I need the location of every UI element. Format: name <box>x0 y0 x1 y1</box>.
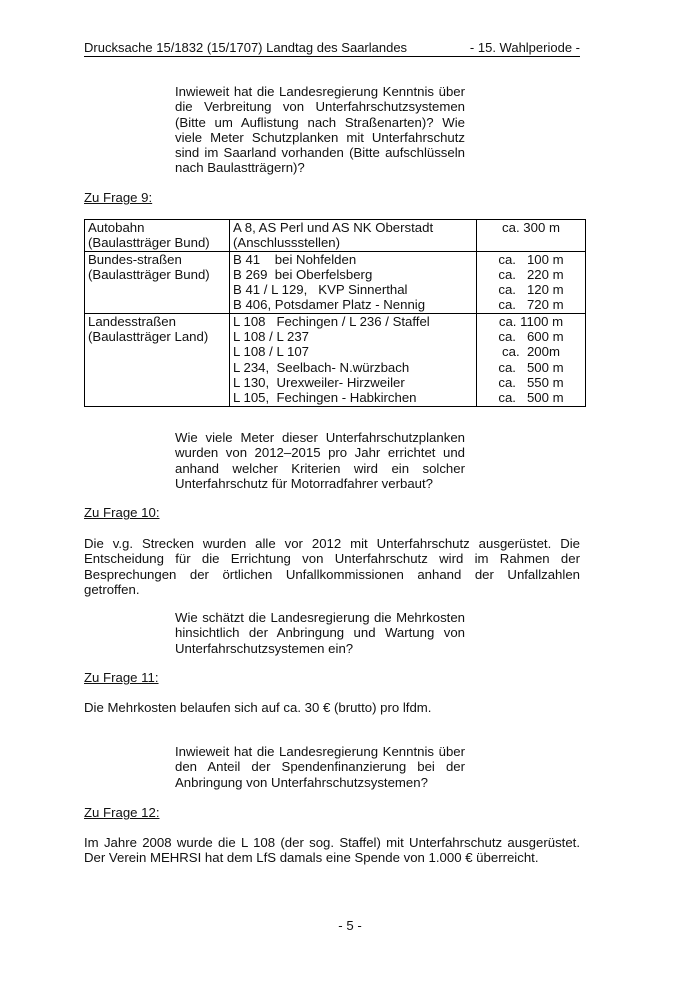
length-line: ca. 1100 m <box>498 313 564 329</box>
question-12 <box>175 744 465 790</box>
length-line: ca. 550 m <box>498 374 564 390</box>
length-line: ca. 120 m <box>498 282 564 298</box>
table-row <box>85 220 586 252</box>
answer-12 <box>84 835 580 866</box>
road-category-cell <box>85 220 230 252</box>
road-sections-line: L 105, Fechingen - Habkirchen <box>233 390 417 406</box>
road-category-line: (Baulastträger Bund) <box>88 266 210 282</box>
road-category-line: (Baulastträger Land) <box>88 329 209 345</box>
header-document-reference: Drucksache 15/1832 (15/1707) Landtag des Saarlandes <box>84 40 408 55</box>
length-line: ca. 600 m <box>498 329 564 345</box>
road-sections-cell <box>230 313 477 406</box>
heading-answer-9: Zu Frage 9: <box>84 190 153 205</box>
road-sections-cell <box>230 251 477 313</box>
guardrail-table <box>84 219 586 407</box>
road-sections-line: B 406, Potsdamer Platz - Nennig <box>233 297 426 313</box>
length-cell <box>477 251 586 313</box>
answer-12-text: Im Jahre 2008 wurde die L 108 (der sog. Staffel) mit Unterfahrschutz ausgerüstet. Der Verein MEHRSI hat dem LfS damals eine Spende von 1.000 € überreicht. <box>84 835 580 866</box>
road-category-cell <box>85 313 230 406</box>
road-category-line: (Baulastträger Bund) <box>88 235 210 251</box>
road-sections-line: B 269 bei Oberfelsberg <box>233 266 373 282</box>
road-sections-line: L 130, Urexweiler- Hirzweiler <box>233 374 405 390</box>
question-12-text: Inwieweit hat die Landesregierung Kenntnis über den Anteil der Spendenfinanzierung bei der Anbringung von Unterfahrschutzsystemen? <box>175 744 465 790</box>
guardrail-table-body <box>85 220 586 407</box>
question-10 <box>175 430 465 491</box>
road-sections-line: B 41 bei Nohfelden <box>233 251 357 267</box>
heading-answer-12: Zu Frage 12: <box>84 805 160 820</box>
road-sections-line: L 108 / L 107 <box>233 344 310 360</box>
page-number: - 5 - <box>338 918 362 933</box>
length-line: ca. 500 m <box>498 359 564 375</box>
road-sections-cell <box>230 220 477 252</box>
answer-10 <box>84 536 580 597</box>
question-9 <box>175 84 465 176</box>
table-row <box>85 313 586 406</box>
answer-11-text: Die Mehrkosten belaufen sich auf ca. 30 € (brutto) pro lfdm. <box>84 700 432 715</box>
heading-answer-11: Zu Frage 11: <box>84 670 159 685</box>
length-line: ca. 220 m <box>498 266 564 282</box>
length-cell <box>477 313 586 406</box>
question-10-text: Wie viele Meter dieser Unterfahrschutzplanken wurden von 2012–2015 pro Jahr errichtet und anhand welcher Kriterien wird ein solcher Unterfahrschutz für Motorradfahrer verbaut? <box>175 430 465 491</box>
length-line: ca. 720 m <box>498 297 564 313</box>
page-header <box>84 40 580 57</box>
question-9-text: Inwieweit hat die Landesregierung Kenntnis über die Verbreitung von Unterfahrschutzsystemen (Bitte um Auflistung nach Straßenarten)? Wie viele Meter Schutzplanken mit Unterfahrschutz sind im Saarland vorhanden (Bitte aufschlüsseln nach Baulastträgern)? <box>175 84 465 176</box>
question-11 <box>175 610 465 656</box>
length-line: ca. 300 m <box>502 220 560 235</box>
length-line: ca. 200m <box>502 344 560 360</box>
road-category-line: Autobahn <box>88 220 145 235</box>
road-sections-line: L 108 Fechingen / L 236 / Staffel <box>233 313 430 329</box>
table-row <box>85 251 586 313</box>
road-category-cell <box>85 251 230 313</box>
length-cell <box>477 220 586 252</box>
road-category-line: Landesstraßen <box>88 313 176 329</box>
road-sections-line: (Anschlussstellen) <box>233 235 341 251</box>
question-11-text: Wie schätzt die Landesregierung die Mehrkosten hinsichtlich der Anbringung und Wartung von Unterfahrschutzsystemen ein? <box>175 610 465 656</box>
road-category-line: Bundes-straßen <box>88 251 182 267</box>
length-line: ca. 500 m <box>498 390 564 406</box>
answer-11 <box>84 700 580 715</box>
answer-10-text: Die v.g. Strecken wurden alle vor 2012 mit Unterfahrschutz ausgerüstet. Die Entscheidung für die Errichtung von Unterfahrschutz wird im Rahmen der Besprechungen der örtlichen Unfallkommissionen anhand der Unfallzahlen getroffen. <box>84 536 580 597</box>
road-sections-line: L 108 / L 237 <box>233 329 310 345</box>
length-line: ca. 100 m <box>498 251 564 267</box>
heading-answer-10: Zu Frage 10: <box>84 505 160 520</box>
header-period: - 15. Wahlperiode - <box>469 40 580 55</box>
road-sections-line: A 8, AS Perl und AS NK Oberstadt <box>233 220 434 235</box>
road-sections-line: L 234, Seelbach- N.würzbach <box>233 359 410 375</box>
road-sections-line: B 41 / L 129, KVP Sinnerthal <box>233 282 408 298</box>
